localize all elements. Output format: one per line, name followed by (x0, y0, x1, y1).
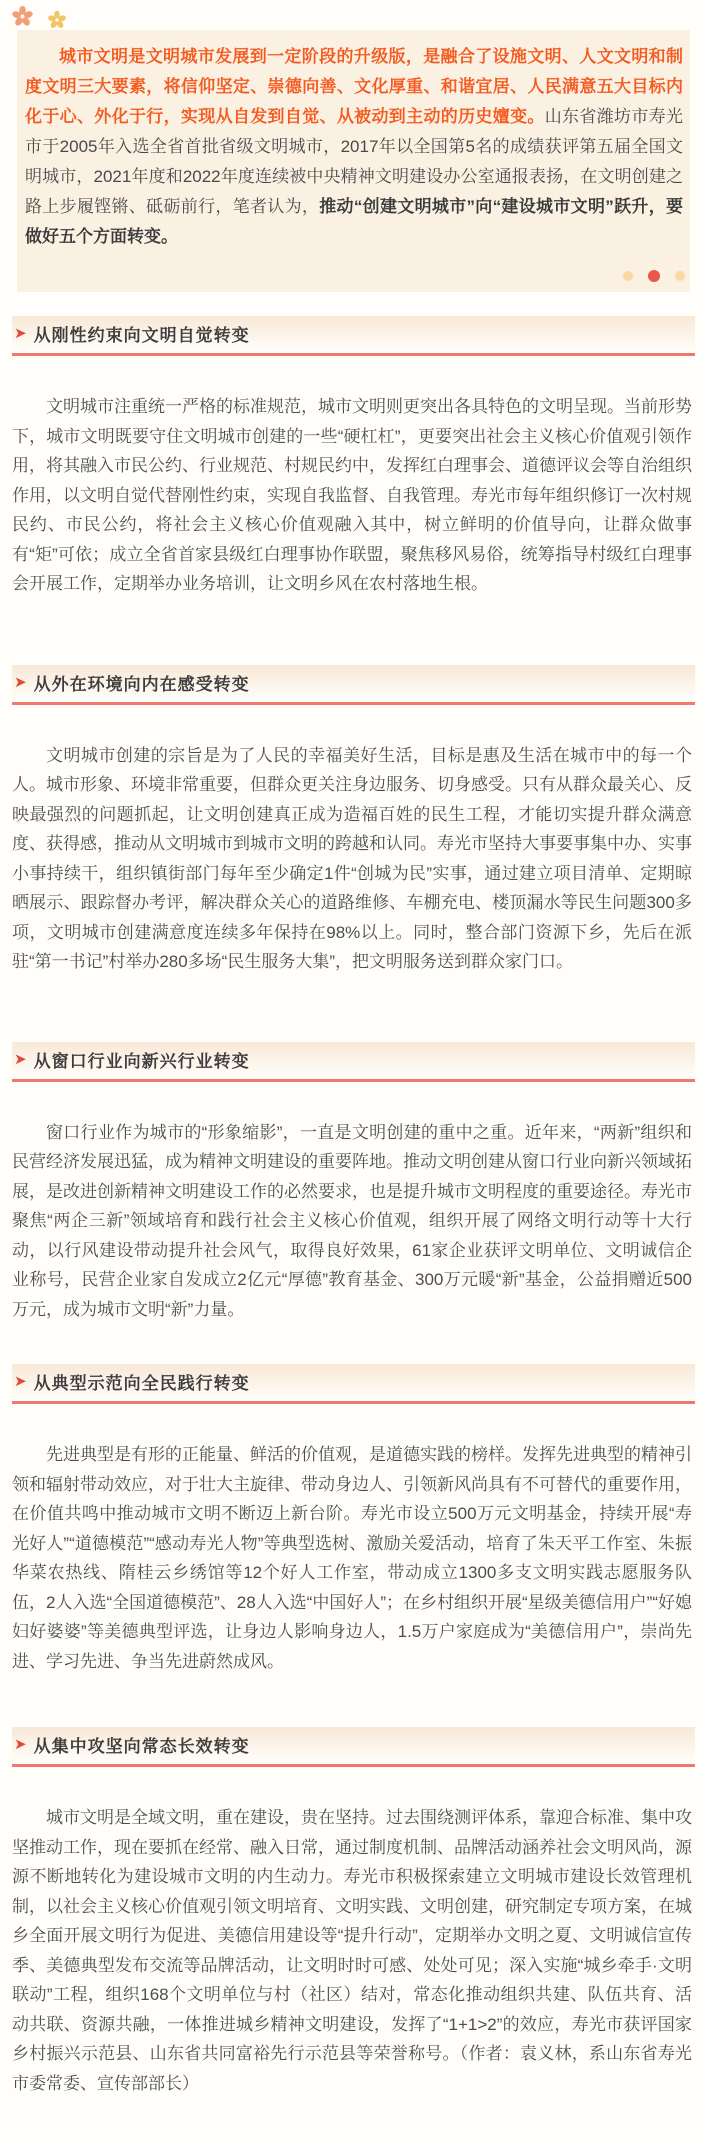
page-bottom-spacer (0, 2098, 704, 2139)
section-title-text: 从刚性约束向文明自觉转变 (33, 326, 250, 345)
arrow-icon: ➤ (14, 1736, 27, 1753)
flower-icon (11, 5, 34, 28)
arrow-icon: ➤ (14, 325, 27, 342)
section-paragraph-5: 城市文明是全域文明，重在建设，贵在坚持。过去围绕测评体系，靠迎合标准、集中攻坚推动工作，现在要抓在经常、融入日常，通过制度机制、品牌活动涵养社会文明风尚，源源不断地转化为建设城市文明的内生动力。寿光市积极探索建立文明城市建设长效管理机制，以社会主义核心价值观引领文明培育、文明实践、文明创建，研究制定专项方案，在城乡全面开展文明行为促进、美德信用建设等“提升行动”，定期举办文明之夏、文明诚信宣传季、美德典型发布交流等品牌活动，让文明时时可感、处处可见；深入实施“城乡牵手·文明联动”工程，组织168个文明单位与村（社区）结对，常态化推动组织共建、队伍共育、活动共联、资源共融，一体推进城乡精神文明建设，发挥了“1+1>2”的效应，寿光市获评国家乡村振兴示范县、山东省共同富裕先行示范县等荣誉称号。（作者：袁义林，系山东省寿光市委常委、宣传部部长） (12, 1808, 692, 2093)
intro-paragraph (25, 42, 683, 252)
section-title-2 (12, 665, 695, 705)
decor-flowers (11, 5, 67, 30)
arrow-icon: ➤ (14, 1373, 27, 1390)
intro-emphasis-text: 推动“创建文明城市”向“建设城市文明”跃升，要做好五个方面转变。 (25, 197, 684, 246)
section-paragraph-3: 窗口行业作为城市的“形象缩影”，一直是文明创建的重中之重。近年来，“两新”组织和民营经济发展迅猛，成为精神文明建设的重要阵地。推动文明创建从窗口行业向新兴领域拓展，是改进创新精神文明建设工作的必然要求，也是提升城市文明程度的重要途径。寿光市聚焦“两企三新”领域培育和践行社会主义核心价值观，组织开展了网络文明行动等十大行动，以行风建设带动提升社会风气，取得良好效果，61家企业获评文明单位、文明诚信企业称号，民营企业家自发成立2亿元“厚德”教育基金、300万元暖“新”基金，公益捐赠近500万元，成为城市文明“新”力量。 (12, 1122, 692, 1319)
decor-dots (25, 270, 685, 282)
section-title-1 (12, 316, 695, 356)
arrow-icon: ➤ (14, 1050, 27, 1068)
section-title-4 (12, 1364, 695, 1404)
section-title-text: 从典型示范向全民践行转变 (33, 1374, 250, 1393)
section-paragraph-4: 先进典型是有形的正能量、鲜活的价值观，是道德实践的榜样。发挥先进典型的精神引领和辐射带动效应，对于壮大主旋律、带动身边人、引领新风尚具有不可替代的重要作用，在价值共鸣中推动城市文明不断迈上新台阶。寿光市设立500万元文明基金，持续开展“寿光好人”“道德模范”“感动寿光人物”等典型选树、激励关爱活动，培育了朱天平工作室、朱振华菜农热线、隋桂云乡绣馆等12个好人工作室，带动成立1300多支文明实践志愿服务队伍，2人入选“全国道德模范”、28人入选“中国好人”；在乡村组织开展“星级美德信用户”“好媳妇好婆婆”等美德典型评选，让身边人影响身边人，1.5万户家庭成为“美德信用户”，崇尚先进、学习先进、争当先进蔚然成风。 (12, 1445, 692, 1671)
intro-body-text: 山东省潍坊市寿光市于2005年入选全省首批省级文明城市，2017年以全国第5名的成绩获评第五届全国文明城市，2021年度和2022年度连续被中央精神文明建设办公室通报表扬，在文明创建之路上步履铿锵、砥砺前行，笔者认为， (25, 107, 684, 216)
section-title-text: 从集中攻坚向常态长效转变 (33, 1737, 250, 1756)
section-paragraph-1: 文明城市注重统一严格的标准规范，城市文明则更突出各具特色的文明呈现。当前形势下，城市文明既要守住文明城市创建的一些“硬杠杠”，更要突出社会主义核心价值观引领作用，将其融入市民公约、行业规范、村规民约中，发挥红白理事会、道德评议会等自治组织作用，以文明自觉代替刚性约束，实现自我监督、自我管理。寿光市每年组织修订一次村规民约、市民公约，将社会主义核心价值观融入其中，树立鲜明的价值导向，让群众做事有“矩”可依；成立全省首家县级红白理事协作联盟，聚焦移风易俗，统筹指导村级红白理事会开展工作，定期举办业务培训，让文明乡风在农村落地生根。 (12, 397, 692, 593)
section-title-text: 从外在环境向内在感受转变 (33, 674, 250, 694)
dot-icon (623, 271, 633, 281)
intro-highlight-text: 城市文明是文明城市发展到一定阶段的升级版，是融合了设施文明、人文文明和制度文明三大要素，将信仰坚定、崇德向善、文化厚重、和谐宜居、人民满意五大目标内化于心、外化于行，实现从自发到自觉、从被动到主动的历史嬗变。 (25, 47, 683, 126)
section-title-5 (12, 1727, 695, 1767)
dot-icon (648, 270, 660, 282)
flower-icon (47, 10, 67, 30)
dot-icon (675, 271, 685, 281)
section-title-3 (12, 1042, 695, 1082)
section-title-text: 从窗口行业向新兴行业转变 (33, 1051, 250, 1071)
arrow-icon: ➤ (14, 673, 27, 691)
section-paragraph-2: 文明城市创建的宗旨是为了人民的幸福美好生活，目标是惠及生活在城市中的每一个人。城市形象、环境非常重要，但群众更关注身边服务、切身感受。只有从群众最关心、反映最强烈的问题抓起，让文明创建真正成为造福百姓的民生工程，才能切实提升群众满意度、获得感，推动从文明城市到城市文明的跨越和认同。寿光市坚持大事要事集中办、实事小事持续干，组织镇街部门每年至少确定1件“创城为民”实事，通过建立项目清单、定期晾晒展示、跟踪督办考评，解决群众关心的道路维修、车棚充电、楼顶漏水等民生问题300多项，文明城市创建满意度连续多年保持在98%以上。同时，整合部门资源下乡，先后在派驻“第一书记”村举办280多场“民生服务大集”，把文明服务送到群众家门口。 (12, 745, 692, 971)
intro-highlight-card (17, 30, 690, 292)
